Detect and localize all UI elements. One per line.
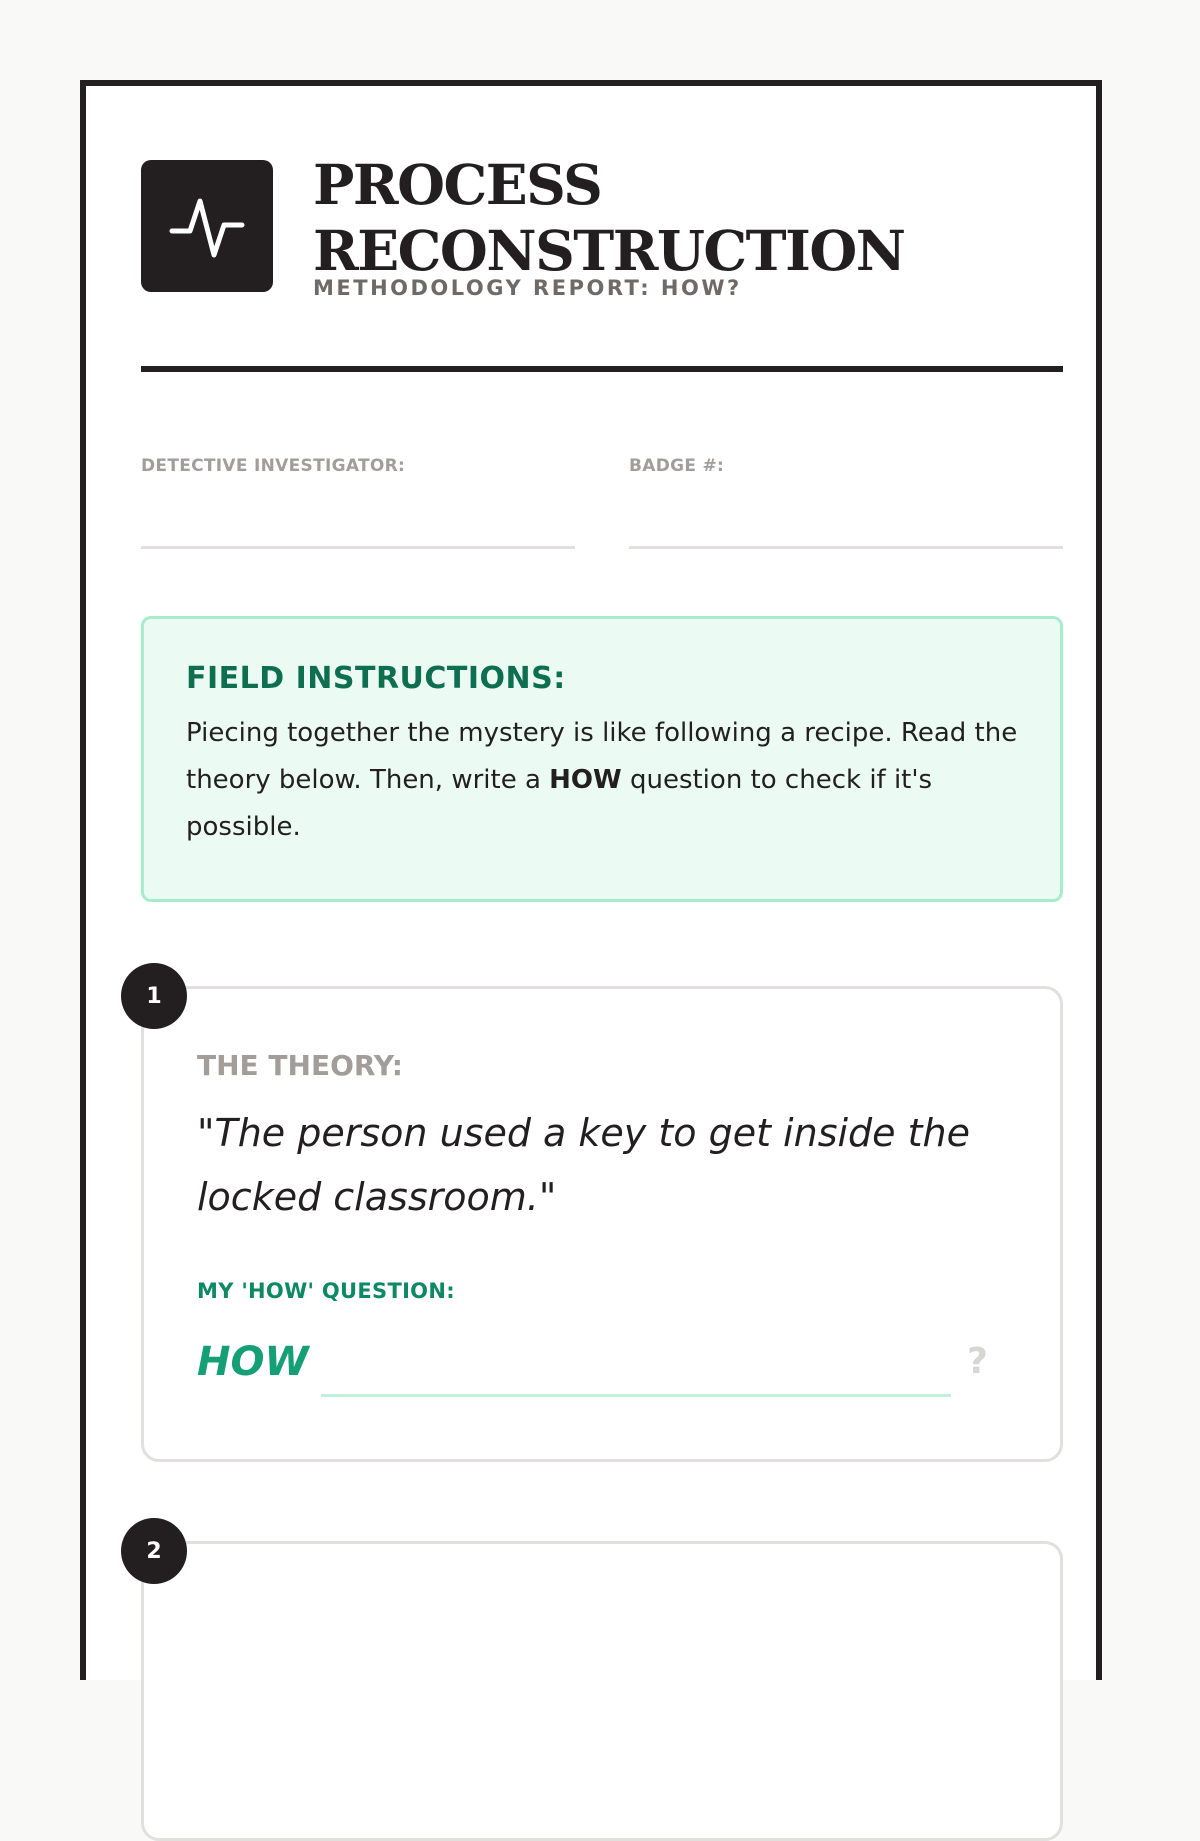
instructions-box	[141, 616, 1063, 902]
header-divider	[141, 366, 1063, 372]
theory-card-1	[141, 986, 1063, 1462]
worksheet-page	[80, 80, 1102, 1680]
instructions-heading: FIELD INSTRUCTIONS:	[186, 661, 566, 696]
theory-text: "The person used a key to get inside the locked classroom."	[197, 1111, 970, 1219]
badge-underline	[629, 546, 1063, 549]
investigator-label: DETECTIVE INVESTIGATOR:	[141, 456, 406, 476]
badge-label: BADGE #:	[629, 456, 725, 476]
badge-field[interactable]	[629, 456, 1063, 516]
question-label: MY 'HOW' QUESTION:	[197, 1279, 455, 1303]
investigator-field[interactable]	[141, 456, 575, 516]
instructions-text-end: question to check if it's possible.	[186, 765, 933, 842]
question-mark: ?	[967, 1341, 988, 1382]
theory-card-2	[141, 1541, 1063, 1841]
investigator-underline	[141, 546, 575, 549]
how-prefix: HOW	[197, 1339, 309, 1385]
badge-value[interactable]	[629, 476, 1063, 516]
title-line-1: PROCESS	[313, 152, 602, 217]
pulse-icon	[141, 160, 273, 292]
investigator-value[interactable]	[141, 476, 575, 516]
theory-label: THE THEORY:	[197, 1049, 403, 1082]
instructions-text	[186, 710, 1020, 851]
page-title	[313, 152, 905, 284]
how-question-answer[interactable]	[321, 1341, 951, 1391]
title-line-2: RECONSTRUCTION	[313, 218, 905, 283]
step-number-2: 2	[121, 1518, 187, 1584]
step-number-1: 1	[121, 963, 187, 1029]
instructions-emphasis: HOW	[549, 765, 622, 795]
page-subtitle: METHODOLOGY REPORT: HOW?	[313, 276, 742, 300]
instructions-text-start: Piecing together the mystery is like following a recipe. Read the theory below. Then, write a	[186, 718, 1018, 795]
answer-underline	[321, 1394, 951, 1397]
